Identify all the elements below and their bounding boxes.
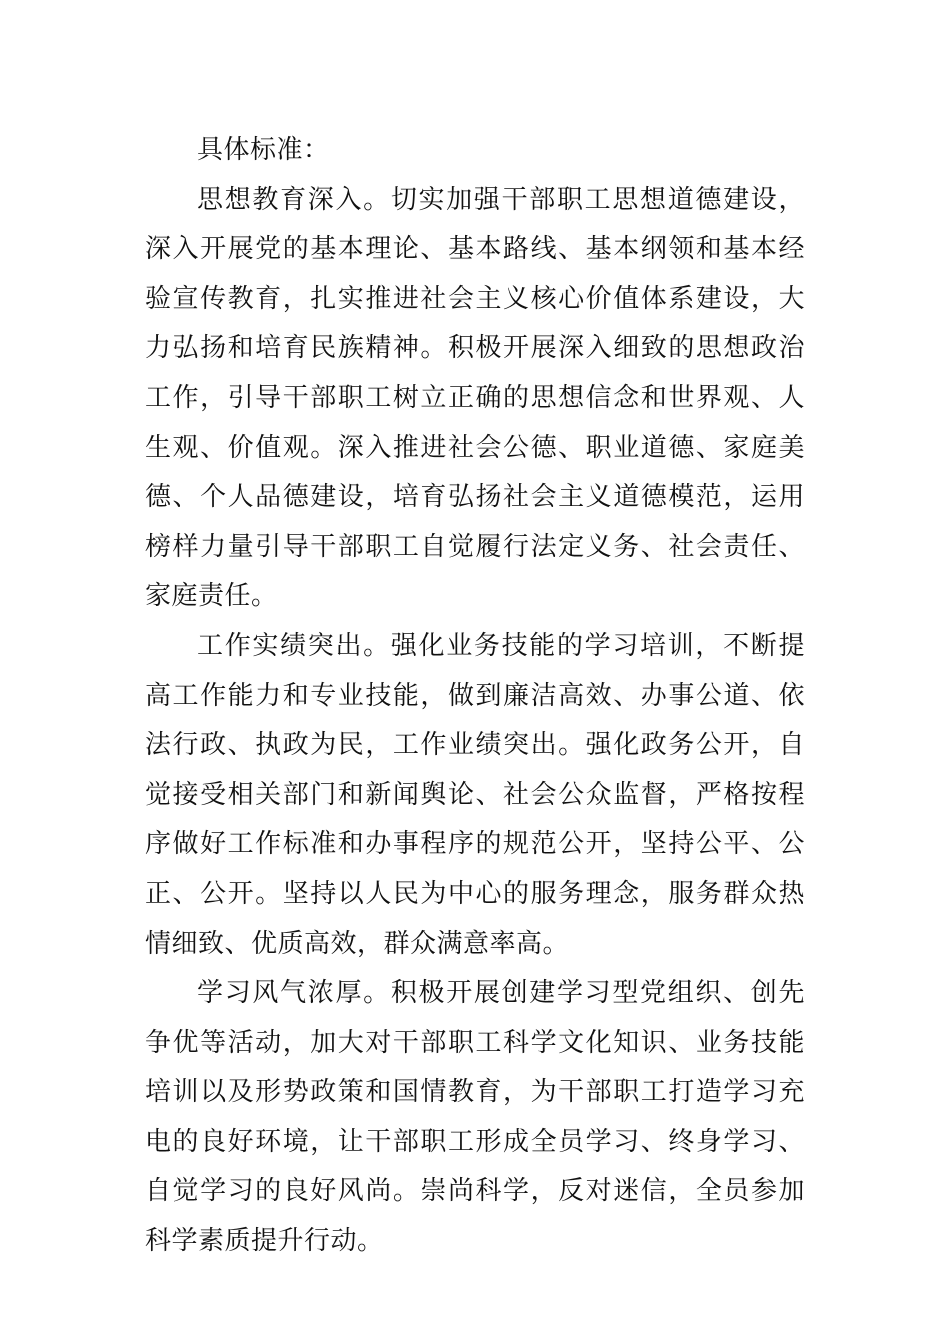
paragraph-work-performance: 工作实绩突出。强化业务技能的学习培训，不断提高工作能力和专业技能，做到廉洁高效、办事公道、依法行政、执政为民，工作业绩突出。强化政务公开，自觉接受相关部门和新闻舆论、社会公众监督，严格按程序做好工作标准和办事程序的规范公开，坚持公平、公正、公开。坚持以人民为中心的服务理念，服务群众热情细致、优质高效，群众满意率高。 <box>145 630 805 959</box>
paragraph-learning-atmosphere: 学习风气浓厚。积极开展创建学习型党组织、创先争优等活动，加大对干部职工科学文化知识、业务技能培训以及形势政策和国情教育，为干部职工打造学习充电的良好环境，让干部职工形成全员学习、终身学习、自觉学习的良好风尚。崇尚科学，反对迷信，全员参加科学素质提升行动。 <box>145 978 805 1257</box>
document-body <box>145 126 805 1267</box>
paragraph-ideological-education: 思想教育深入。切实加强干部职工思想道德建设，深入开展党的基本理论、基本路线、基本纲领和基本经验宣传教育，扎实推进社会主义核心价值体系建设，大力弘扬和培育民族精神。积极开展深入细致的思想政治工作，引导干部职工树立正确的思想信念和世界观、人生观、价值观。深入推进社会公德、职业道德、家庭美德、个人品德建设，培育弘扬社会主义道德模范，运用榜样力量引导干部职工自觉履行法定义务、社会责任、家庭责任。 <box>145 184 805 612</box>
section-heading: 具体标准： <box>197 135 330 165</box>
